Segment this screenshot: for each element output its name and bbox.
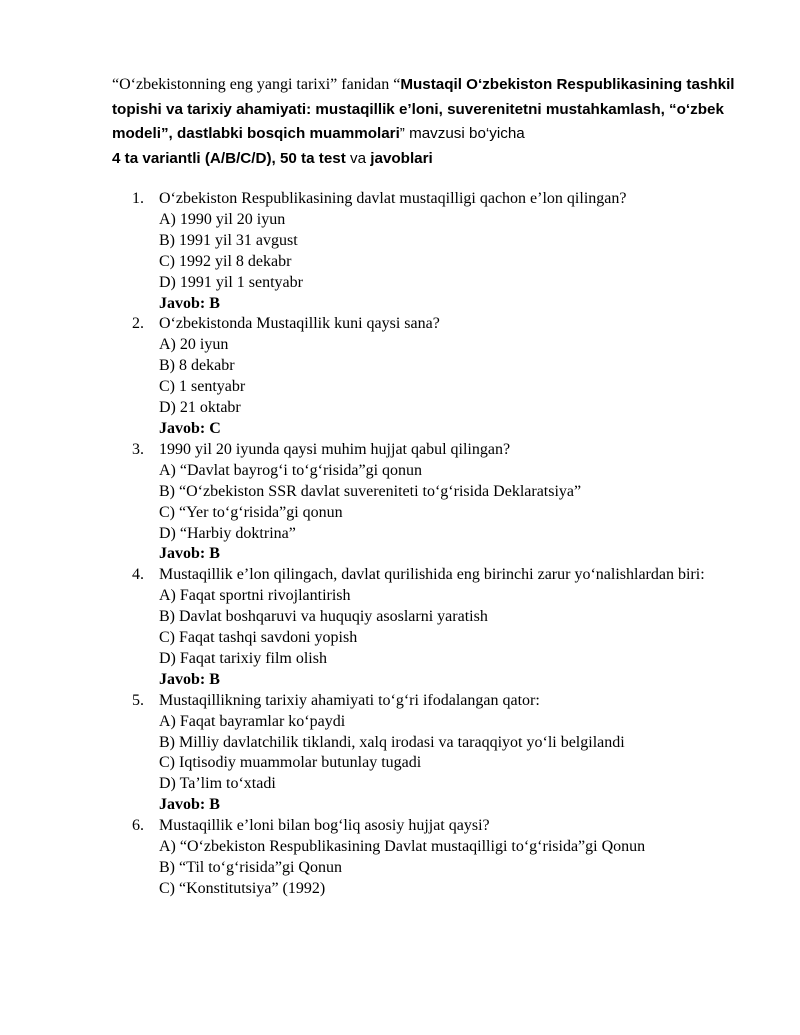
question-item [112,314,752,439]
question-number: 5. [132,691,144,709]
question-item [112,816,752,900]
answer-option: B) “Til to‘g‘risida”gi Qonun [159,859,342,876]
question-number: 4. [132,566,144,584]
correct-answer: Javob: B [159,545,220,563]
intro-text-3: va [345,149,371,167]
answer-option: C) 1992 yil 8 dekabr [159,252,292,270]
answer-option: B) Davlat boshqaruvi va huquqiy asoslarni yaratish [159,608,488,626]
correct-answer: Javob: B [159,294,220,312]
answer-option: C) 1 sentyabr [159,378,246,396]
intro-answers: javoblari [370,149,433,167]
question-number: 6. [132,817,144,835]
answer-option: A) Faqat bayramlar ko‘paydi [159,712,346,730]
question-text: Mustaqillik e’lon qilingach, davlat qurilishida eng birinchi zarur yo‘nalishlardan biri: [159,566,705,584]
answer-option: B) 1991 yil 31 avgust [159,231,298,249]
intro-test-format: 4 ta variantli (A/B/C/D), 50 ta test [112,149,346,167]
answer-option: A) “Davlat bayrog‘i to‘g‘risida”gi qonun [159,461,423,479]
correct-answer: Javob: B [159,670,220,688]
answer-option: D) “Harbiy doktrina” [159,524,296,542]
answer-option: A) Faqat sportni rivojlantirish [159,587,351,605]
intro-topic: Mustaqil O‘zbekiston Respublikasining tashkil topishi va tarixiy ahamiyati: mustaqillik e’loni, suverenitetni mustahkamlash, “o‘zbek modeli”, dastlabki bosqich muammolari [112,76,735,142]
intro-text-1: “O‘zbekistonning eng yangi tarixi” fanidan “ [112,76,401,93]
question-number: 1. [132,190,144,207]
answer-option: A) 1990 yil 20 iyun [159,210,286,228]
correct-answer: Javob: B [159,796,220,814]
question-item [112,189,752,314]
question-item [112,691,752,816]
question-item [112,440,752,565]
answer-option: C) Iqtisodiy muammolar butunlay tugadi [159,754,422,772]
question-text: Mustaqillik e’loni bilan bog‘liq asosiy hujjat qaysi? [159,817,490,835]
intro-text-2: ” mavzusi bo‘yicha [399,125,525,142]
question-text: O‘zbekistonda Mustaqillik kuni qaysi sana? [159,315,440,333]
answer-option: D) 21 oktabr [159,399,241,417]
question-number: 3. [132,440,144,458]
answer-option: B) “O‘zbekiston SSR davlat suvereniteti to‘g‘risida Deklaratsiya” [159,482,582,500]
answer-option: C) “Yer to‘g‘risida”gi qonun [159,503,343,521]
correct-answer: Javob: C [159,419,221,437]
answer-option: B) Milliy davlatchilik tiklandi, xalq irodasi va taraqqiyot yo‘li belgilandi [159,733,625,751]
answer-option: A) 20 iyun [159,336,229,354]
question-list [112,189,752,900]
answer-option: D) 1991 yil 1 sentyabr [159,273,303,291]
answer-option: D) Ta’lim to‘xtadi [159,775,276,793]
answer-option: C) Faqat tashqi savdoni yopish [159,629,358,647]
answer-option: B) 8 dekabr [159,357,235,375]
question-text: Mustaqillikning tarixiy ahamiyati to‘g‘ri ifodalangan qator: [159,691,540,709]
question-text: 1990 yil 20 iyunda qaysi muhim hujjat qabul qilingan? [159,440,511,458]
question-number: 2. [132,315,144,333]
question-text: O‘zbekiston Respublikasining davlat mustaqilligi qachon e’lon qilingan? [159,190,627,207]
answer-option: D) Faqat tarixiy film olish [159,649,327,667]
document-intro [112,73,762,171]
question-item [112,565,752,690]
answer-option: C) “Konstitutsiya” (1992) [159,879,326,897]
answer-option: A) “O‘zbekiston Respublikasining Davlat mustaqilligi to‘g‘risida”gi Qonun [159,838,646,856]
